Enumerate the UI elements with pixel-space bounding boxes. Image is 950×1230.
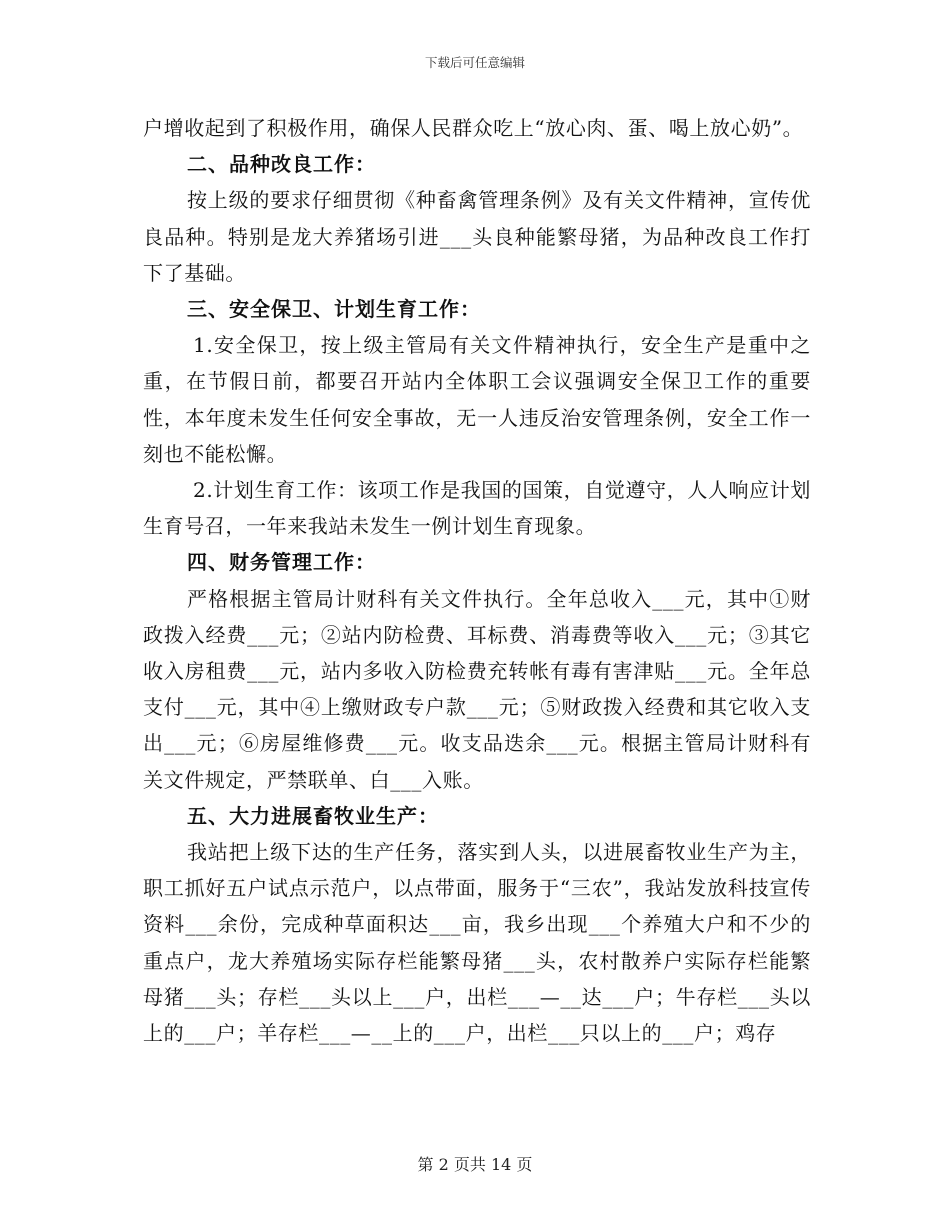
section-heading-livestock-production: 五、大力进展畜牧业生产：	[187, 803, 439, 828]
paragraph-family-planning: 2.计划生育工作：该项工作是我国的国策，自觉遵守，人人响应计划生育号召，一年来我站未发生一例计划生育现象。	[143, 478, 811, 539]
page-number: 第 2 页共 14 页	[417, 1155, 533, 1174]
paragraph-security: 1.安全保卫，按上级主管局有关文件精神执行，安全生产是重中之重，在节假日前，都要召开站内全体职工会议强调安全保卫工作的重要性，本年度未发生任何安全事故，无一人违反治安管理条例，安全工作一刻也不能松懈。	[143, 333, 811, 466]
paragraph-livestock-production: 我站把上级下达的生产任务，落实到人头，以进展畜牧业生产为主，职工抓好五户试点示范户，以点带面，服务于“三农”，我站发放科技宣传资料___余份，完成种草面积达___亩，我乡出现___个养殖大户和不少的重点户，龙大养殖场实际存栏能繁母猪___头，农村散养户实际存栏能繁母猪___头；存栏___头以上___户，出栏___—__达___户；牛存栏___头以上的___户；羊存栏___—__上的___户，出栏___只以上的___户；鸡存	[143, 840, 811, 1046]
document-body	[143, 110, 811, 1051]
paragraph-continuation: 户增收起到了积极作用，确保人民群众吃上“放心肉、蛋、喝上放心奶”。	[143, 116, 804, 140]
paragraph-breed-improvement: 按上级的要求仔细贯彻《种畜禽管理条例》及有关文件精神，宣传优良品种。特别是龙大养猪场引进___头良种能繁母猪，为品种改良工作打下了基础。	[143, 188, 811, 285]
section-heading-finance: 四、财务管理工作：	[187, 550, 376, 575]
paragraph-finance: 严格根据主管局计财科有关文件执行。全年总收入___元，其中①财政拨入经费___元；②站内防检费、耳标费、消毒费等收入___元；③其它收入房租费___元，站内多收入防检费充转帐有毒有害津贴___元。全年总支付___元，其中④上缴财政专户款___元；⑤财政拨入经费和其它收入支出___元；⑥房屋维修费___元。收支品迭余___元。根据主管局计财科有关文件规定，严禁联单、白___入账。	[143, 586, 811, 792]
section-heading-security-family-planning: 三、安全保卫、计划生育工作：	[187, 297, 481, 322]
section-heading-breed-improvement: 二、品种改良工作：	[187, 152, 376, 177]
header-note: 下载后可任意编辑	[424, 55, 525, 70]
